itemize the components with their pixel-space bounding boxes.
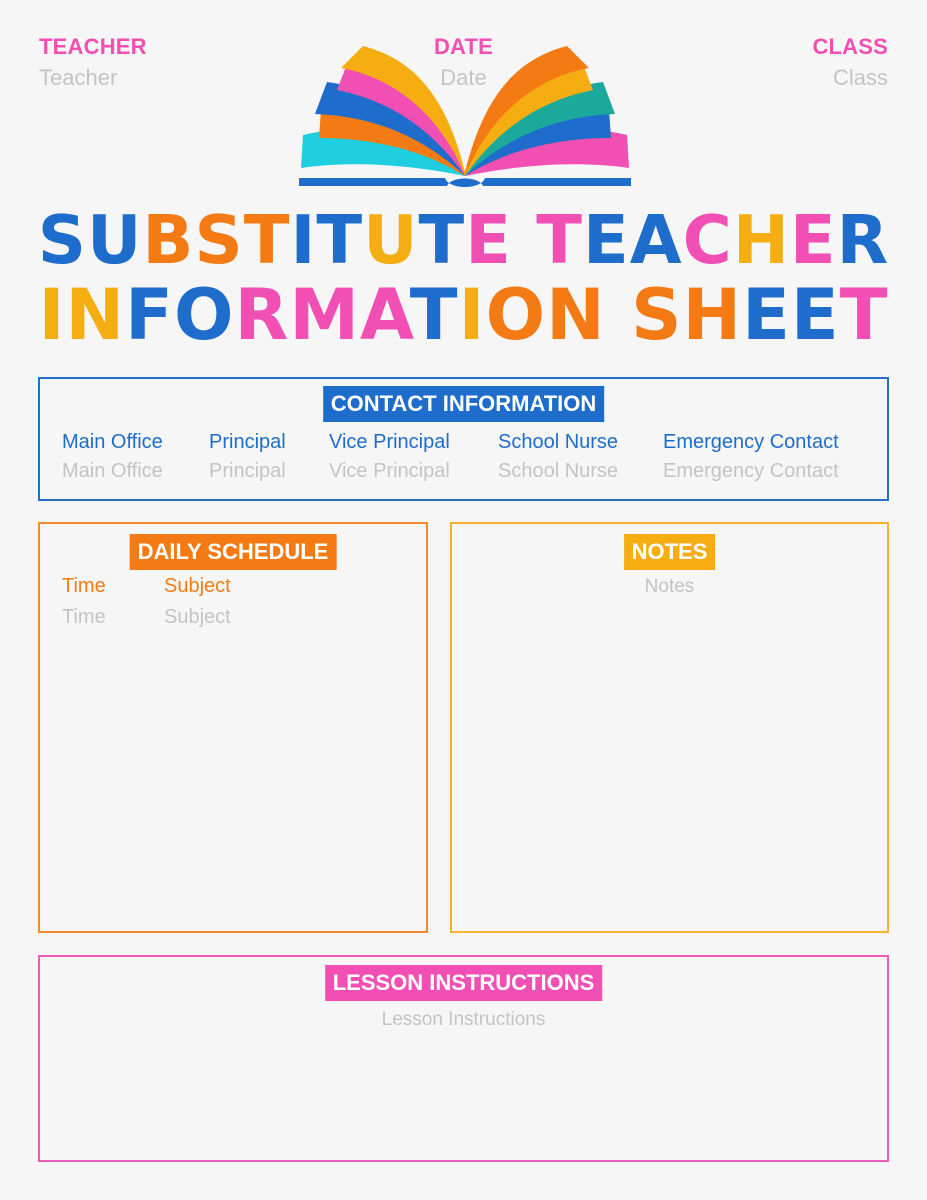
time-value[interactable]: Time: [62, 606, 106, 628]
title-letter: C: [682, 201, 733, 279]
contact-value[interactable]: School Nurse: [498, 460, 619, 482]
lesson-instructions-section: [38, 955, 889, 1162]
title-letter: I: [458, 274, 486, 356]
teacher-value[interactable]: Teacher: [39, 65, 118, 90]
subject-value[interactable]: Subject: [164, 606, 231, 628]
title-letter: B: [142, 201, 195, 279]
title-letter: E: [583, 201, 630, 279]
class-value[interactable]: Class: [832, 65, 888, 90]
title-letter: T: [839, 274, 889, 356]
title-letter: H: [732, 201, 790, 279]
title-letter: S: [194, 201, 244, 279]
subject-label: Subject: [164, 575, 231, 597]
title-letter: H: [682, 274, 743, 356]
class-label: CLASS: [812, 34, 888, 59]
lesson-instructions-field[interactable]: Lesson Instructions: [381, 1009, 546, 1030]
title-letter: S: [631, 274, 683, 356]
title-letter: M: [289, 274, 361, 356]
title-letter: E: [789, 201, 837, 279]
title-letter: A: [360, 274, 410, 356]
contact-emergency: [663, 431, 839, 483]
contact-label: Principal: [209, 431, 286, 453]
title-letter: I: [290, 201, 317, 279]
contact-value[interactable]: Main Office: [62, 460, 163, 482]
contact-information-heading: CONTACT INFORMATION: [323, 386, 605, 422]
title-letter: T: [409, 274, 459, 356]
contact-value[interactable]: Emergency Contact: [663, 460, 839, 482]
date-value[interactable]: Date: [440, 65, 487, 90]
title-letter: R: [234, 274, 290, 356]
notes-section: [450, 522, 889, 933]
schedule-time-column: [62, 575, 106, 629]
time-label: Time: [62, 575, 106, 597]
contact-vice-principal: [329, 431, 450, 483]
schedule-subject-column: [164, 575, 231, 629]
contact-main-office: [62, 431, 163, 483]
lesson-instructions-heading: LESSON INSTRUCTIONS: [325, 965, 603, 1001]
title-line-1: [0, 200, 927, 280]
title-letter: E: [742, 274, 791, 356]
contact-label: Vice Principal: [329, 431, 450, 453]
contact-label: Main Office: [62, 431, 163, 453]
title-letter: T: [418, 201, 466, 279]
title-letter: A: [629, 201, 683, 279]
title-line-2: [0, 275, 927, 355]
contact-information-section: [38, 377, 889, 501]
title-letter: E: [790, 274, 840, 356]
title-letter: R: [836, 201, 890, 279]
title-letter: E: [465, 201, 512, 279]
date-label: DATE: [433, 34, 494, 59]
title-letter: N: [546, 274, 606, 356]
title-letter: F: [125, 274, 174, 356]
contact-label: Emergency Contact: [663, 431, 839, 453]
contact-label: School Nurse: [498, 431, 619, 453]
title-letter: O: [485, 274, 547, 356]
contact-principal: [209, 431, 286, 483]
daily-schedule-section: [38, 522, 428, 933]
teacher-label: TEACHER: [39, 34, 147, 59]
daily-schedule-heading: DAILY SCHEDULE: [130, 534, 337, 570]
title-letter: T: [316, 201, 364, 279]
title-letter: U: [363, 201, 419, 279]
title-letter: [606, 274, 631, 356]
title-letter: S: [37, 201, 87, 279]
title-letter: N: [65, 274, 126, 356]
contact-school-nurse: [498, 431, 618, 483]
title-letter: T: [536, 201, 583, 279]
title-letter: T: [243, 201, 291, 279]
title-letter: O: [173, 274, 235, 356]
title-letter: U: [86, 201, 143, 279]
class-field: [812, 34, 888, 91]
title-letter: I: [38, 274, 66, 356]
contact-value[interactable]: Principal: [209, 460, 286, 482]
notes-heading: NOTES: [624, 534, 716, 570]
title-letter: [512, 201, 536, 279]
contact-value[interactable]: Vice Principal: [329, 460, 450, 482]
notes-field[interactable]: Notes: [644, 576, 695, 597]
open-book-icon: [297, 40, 633, 190]
